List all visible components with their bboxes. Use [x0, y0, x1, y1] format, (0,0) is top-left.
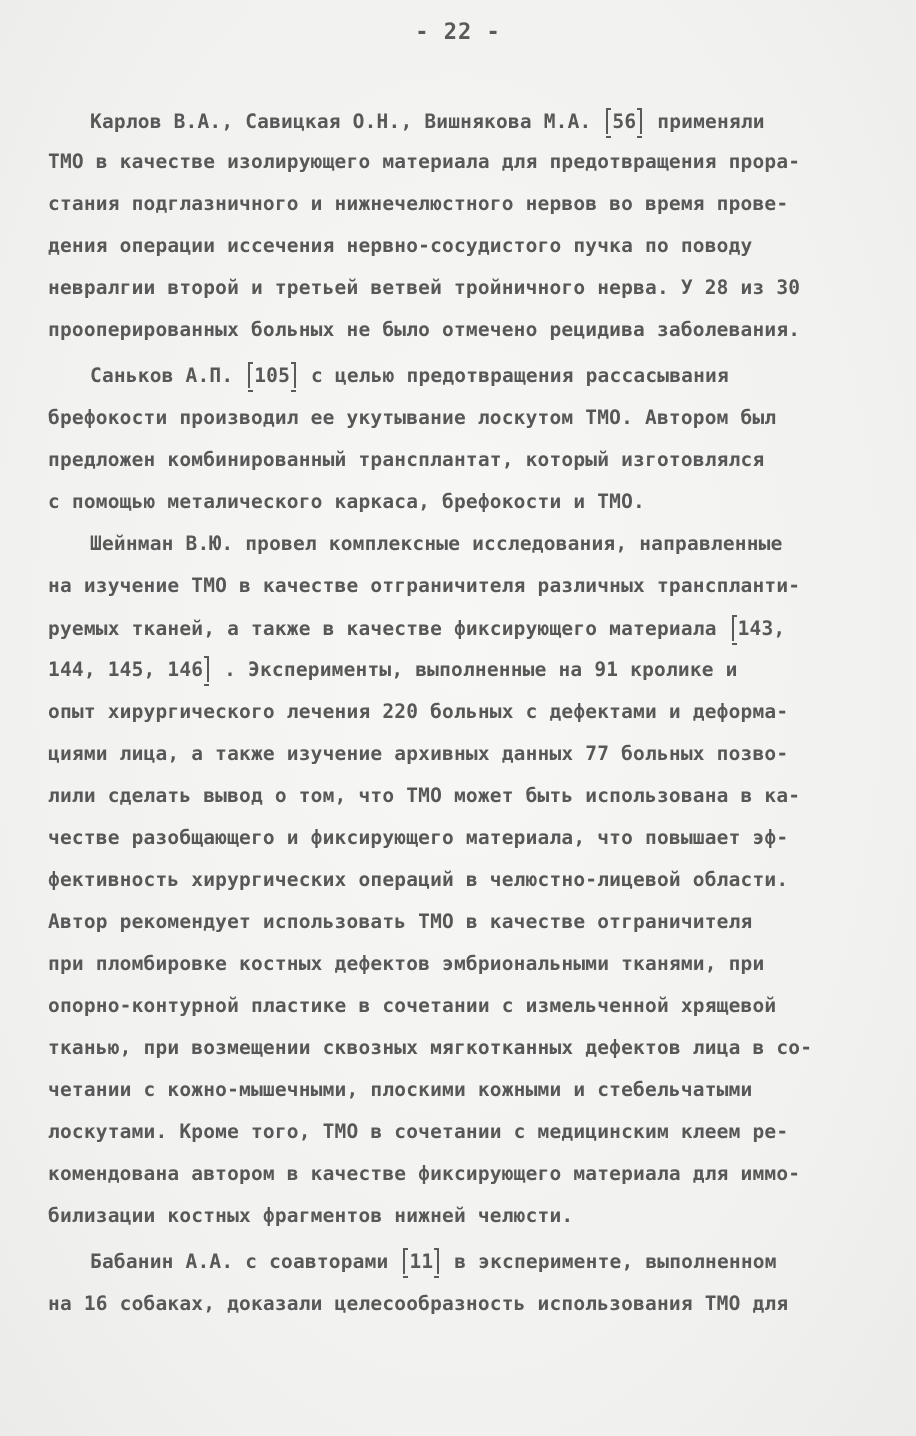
line-text: тканью, при возмещении сквозных мягкотканных дефектов лица в со-	[48, 1036, 813, 1059]
line-text: опыт хирургического лечения 220 больных с дефектами и деформа-	[48, 700, 789, 723]
page-number: - 22 -	[415, 20, 501, 45]
line-text: фективность хирургических операций в челюстно-лицевой области.	[48, 868, 789, 891]
line-text: циями лица, а также изучение архивных данных 77 больных позво-	[48, 742, 789, 765]
citation-reference: 56	[606, 110, 642, 134]
text-line	[48, 490, 645, 514]
text-line	[48, 910, 752, 934]
line-text: прооперированных больных не было отмечено рецидива заболевания.	[48, 318, 801, 341]
text-line	[48, 276, 800, 300]
text-line	[48, 318, 800, 342]
line-text: опорно-контурной пластике в сочетании с измельченной хрящевой	[48, 994, 777, 1017]
text-line	[90, 1250, 777, 1274]
line-text: применяли	[645, 110, 765, 133]
text-line	[48, 742, 788, 766]
text-line	[48, 448, 764, 472]
text-line	[48, 574, 800, 598]
text-line	[48, 1120, 788, 1144]
line-text: невралгии второй и третьей ветвей тройничного нерва. У 28 из 30	[48, 276, 801, 299]
line-text: дения операции иссечения нервно-сосудистого пучка по поводу	[48, 234, 753, 257]
text-line	[48, 868, 788, 892]
line-text: руемых тканей, а также в качестве фиксирующего материала	[48, 617, 729, 640]
text-line	[48, 1162, 800, 1186]
text-line	[48, 406, 776, 430]
text-line	[48, 826, 788, 850]
line-text: Автор рекомендует использовать ТМО в качестве отграничителя	[48, 910, 753, 933]
line-text: Саньков А.П.	[90, 364, 246, 387]
line-text: стания подглазничного и нижнечелюстного нервов во время прове-	[48, 192, 789, 215]
line-text: лоскутами. Кроме того, ТМО в сочетании с медицинским клеем ре-	[48, 1120, 789, 1143]
text-line	[90, 532, 783, 556]
text-line	[48, 952, 764, 976]
line-text: Карлов В.А., Савицкая О.Н., Вишнякова М.А.	[90, 110, 604, 133]
text-line	[48, 192, 788, 216]
text-line	[48, 700, 788, 724]
line-text: Бабанин А.А. с соавторами	[90, 1250, 401, 1273]
line-text: при пломбировке костных дефектов эмбриональными тканями, при	[48, 952, 765, 975]
text-line	[90, 364, 729, 388]
text-line	[48, 994, 776, 1018]
line-text: брефокости производил ее укутывание лоскутом ТМО. Автором был	[48, 406, 777, 429]
line-text: ТМО в качестве изолирующего материала для предотвращения прора-	[48, 150, 801, 173]
line-text: на изучение ТМО в качестве отграничителя различных транспланти-	[48, 574, 801, 597]
line-text: билизации костных фрагментов нижней челюсти.	[48, 1204, 574, 1227]
line-text: Шейнман В.Ю. провел комплексные исследования, направленные	[90, 532, 783, 555]
text-line	[48, 234, 752, 258]
text-line	[48, 1204, 573, 1228]
line-text: комендована автором в качестве фиксирующего материала для иммо-	[48, 1162, 801, 1185]
text-line	[48, 150, 800, 174]
line-text: в эксперименте, выполненном	[442, 1250, 777, 1273]
line-text: предложен комбинированный трансплантат, который изготовлялся	[48, 448, 765, 471]
line-text: честве разобщающего и фиксирующего материала, что повышает эф-	[48, 826, 789, 849]
line-text: четании с кожно-мышечными, плоскими кожными и стебельчатыми	[48, 1078, 753, 1101]
text-line	[48, 617, 785, 641]
line-text: с помощью металического каркаса, брефокости и ТМО.	[48, 490, 645, 513]
citation-reference: 11	[403, 1250, 439, 1274]
line-text: с целью предотвращения рассасывания	[299, 364, 729, 387]
text-line	[48, 1292, 788, 1316]
citation-reference: 105	[248, 364, 296, 388]
line-text: лили сделать вывод о том, что ТМО может быть использована в ка-	[48, 784, 801, 807]
citation-reference: 144, 145, 146	[48, 658, 209, 682]
line-text: на 16 собаках, доказали целесообразность использования ТМО для	[48, 1292, 789, 1315]
citation-reference: 143,	[732, 617, 786, 641]
line-text: . Эксперименты, выполненные на 91 кролике и	[212, 658, 738, 681]
text-line	[48, 1036, 812, 1060]
text-line	[48, 1078, 752, 1102]
text-line	[90, 110, 765, 134]
text-line	[48, 658, 738, 682]
text-line	[48, 784, 800, 808]
